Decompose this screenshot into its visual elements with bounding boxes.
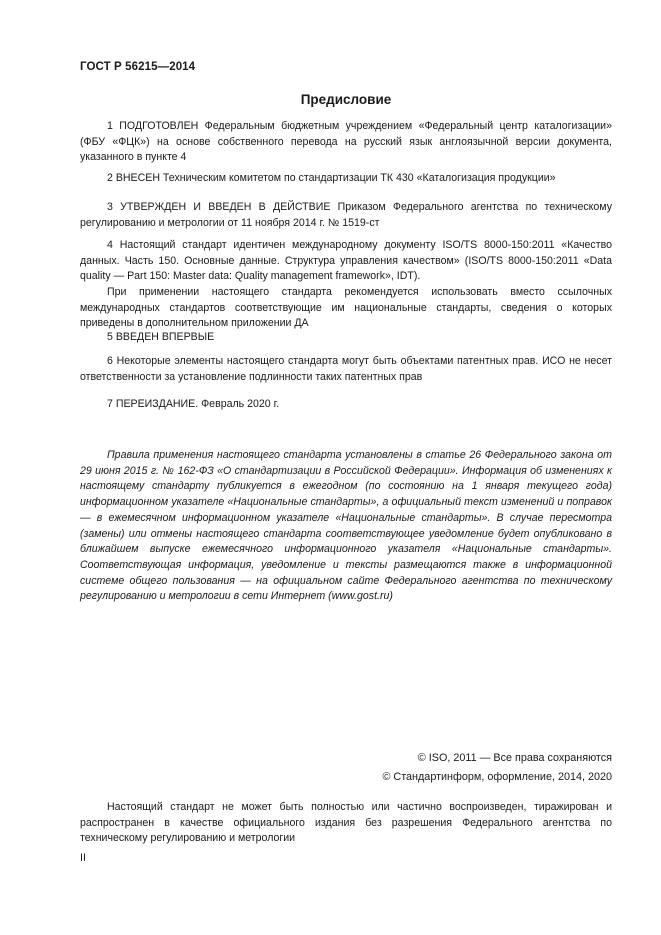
foreword-item-4: 4 Настоящий стандарт идентичен международному документу ISO/TS 8000-150:2011 «Качество данных. Часть 150. Основные данные. Структура управления качеством» (ISO/TS 8000-150:2011 «Data quality — Part 150: Master data: Quality management framework», IDT). (80, 239, 612, 283)
foreword-title: Предисловие (300, 92, 392, 107)
copyright-iso: © ISO, 2011 — Все права сохраняются (417, 752, 612, 764)
foreword-item-3: 3 УТВЕРЖДЕН И ВВЕДЕН В ДЕЙСТВИЕ Приказом Федерального агентства по техническому регулированию и метрологии от 11 ноября 2014 г. № 1519-ст (80, 201, 612, 229)
document-code: ГОСТ Р 56215—2014 (80, 61, 196, 73)
page-number: II (80, 852, 86, 864)
reproduction-notice: Настоящий стандарт не может быть полностью или частично воспроизведен, тиражирован и распространен в качестве официального издания без разрешения Федерального агентства по техническому регулированию и метрологии (80, 801, 612, 845)
foreword-item-7: 7 ПЕРЕИЗДАНИЕ. Февраль 2020 г. (107, 398, 280, 410)
foreword-item-2: 2 ВНЕСЕН Техническим комитетом по стандартизации ТК 430 «Каталогизация продукции» (107, 172, 556, 184)
copyright-standartinform: © Стандартинформ, оформление, 2014, 2020 (382, 771, 612, 783)
foreword-item-1: 1 ПОДГОТОВЛЕН Федеральным бюджетным учреждением «Федеральный центр каталогизации» (ФБУ «ФЦК») на основе собственного перевода на русский язык англоязычной версии документа, указанного в пункте 4 (80, 120, 612, 164)
foreword-item-5: 5 ВВЕДЕН ВПЕРВЫЕ (107, 331, 215, 343)
rules-notice: Правила применения настоящего стандарта установлены в статье 26 Федерального закона от 29 июня 2015 г. № 162-ФЗ «О стандартизации в Российской Федерации». Информация об изменениях к настоящему стандарту публикуется в ежегодном (по состоянию на 1 января текущего года) информационном указателе «Национальные стандарты», а официальный текст изменений и поправок — в ежемесячном информационном указателе «Национальные стандарты». В случае пересмотра (замены) или отмены настоящего стандарта соответствующее уведомление будет опубликовано в ближайшем выпуске ежемесячного информационного указателя «Национальные стандарты». Соответствующая информация, уведомление и тексты размещаются также в информационной системе общего пользования — на официальном сайте Федерального агентства по техническому регулированию и метрологии в сети Интернет (www.gost.ru) (80, 449, 612, 603)
foreword-item-4-note: При применении настоящего стандарта рекомендуется использовать вместо ссылочных международных стандартов соответствующие им национальные стандарты, сведения о которых приведены в дополнительном приложении ДА (80, 286, 612, 330)
foreword-item-6: 6 Некоторые элементы настоящего стандарта могут быть объектами патентных прав. ИСО не несет ответственности за установление подлинности таких патентных прав (80, 355, 612, 383)
